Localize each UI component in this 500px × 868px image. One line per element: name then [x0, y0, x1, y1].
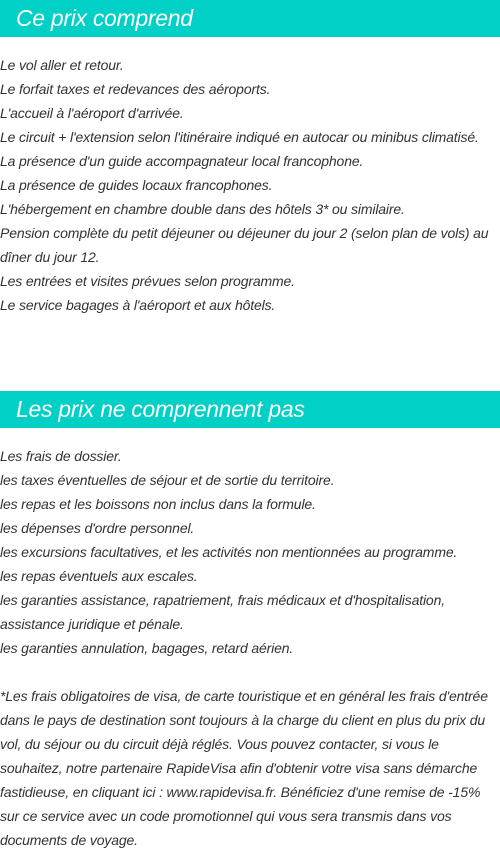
- excluded-item: les garanties annulation, bagages, retard aérien.: [0, 640, 294, 656]
- included-section-header: [0, 0, 500, 37]
- included-item: Les entrées et visites prévues selon programme.: [0, 273, 295, 289]
- excluded-item: les excursions facultatives, et les activités non mentionnées au programme.: [0, 544, 458, 560]
- included-item: Le service bagages à l'aéroport et aux hôtels.: [0, 297, 276, 313]
- included-list: [0, 53, 500, 317]
- included-title: Ce prix comprend: [16, 5, 193, 31]
- included-item: Le vol aller et retour.: [0, 57, 124, 73]
- excluded-item: Les frais de dossier.: [0, 448, 122, 464]
- excluded-item: les repas et les boissons non inclus dans la formule.: [0, 496, 316, 512]
- included-item: Le circuit + l'extension selon l'itinéraire indiqué en autocar ou minibus climatisé.: [0, 129, 479, 145]
- excluded-section-header: [0, 391, 500, 428]
- excluded-item: les garanties assistance, rapatriement, frais médicaux et d'hospitalisation, assistance juridique et pénale.: [0, 592, 445, 632]
- included-item: L'hébergement en chambre double dans des hôtels 3* ou similaire.: [0, 201, 405, 217]
- included-item: La présence de guides locaux francophones.: [0, 177, 273, 193]
- excluded-item: les taxes éventuelles de séjour et de sortie du territoire.: [0, 472, 335, 488]
- excluded-list: [0, 444, 500, 660]
- excluded-title: Les prix ne comprennent pas: [16, 396, 305, 422]
- visa-note: *Les frais obligatoires de visa, de carte touristique et en général les frais d'entrée dans le pays de destination sont toujours à la charge du client en plus du prix du vol, du séjour ou du circuit déjà réglés. Vous pouvez contacter, si vous le souhaitez, notre partenaire RapideVisa afin d'obtenir votre visa sans démarche fastidieuse, en cliquant ici : www.rapidevisa.fr. Bénéficiez d'une remise de -15% sur ce service avec un code promotionnel qui vous sera transmis dans vos documents de voyage.: [0, 688, 488, 848]
- included-item: La présence d'un guide accompagnateur local francophone.: [0, 153, 364, 169]
- excluded-item: les repas éventuels aux escales.: [0, 568, 198, 584]
- included-item: L'accueil à l'aéroport d'arrivée.: [0, 105, 184, 121]
- excluded-item: les dépenses d'ordre personnel.: [0, 520, 195, 536]
- included-item: Le forfait taxes et redevances des aéroports.: [0, 81, 271, 97]
- included-item: Pension complète du petit déjeuner ou déjeuner du jour 2 (selon plan de vols) au dîner du jour 12.: [0, 225, 489, 265]
